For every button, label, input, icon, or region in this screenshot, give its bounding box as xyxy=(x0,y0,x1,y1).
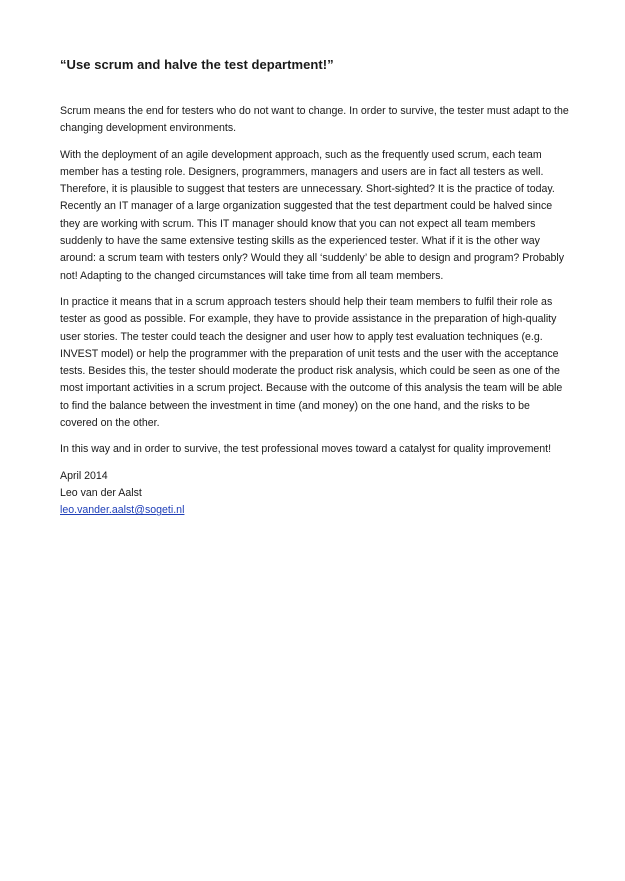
paragraph-agile-deployment: With the deployment of an agile development approach, such as the frequently used scrum, each team member has a testing role. Designers, programmers, managers and users are in fact all testers as well. Therefore, it is plausible to suggest that testers are unnecessary. Short-sighted? It is the practice of today. Recently an IT manager of a large organization suggested that the test department could be halved since they are working with scrum. This IT manager should know that you can not expect all team members suddenly to have the same extensive testing skills as the experienced tester. What if it is the other way around: a scrum team with testers only? Would they all ‘suddenly’ be able to design and program? Probably not! Adapting to the changed circumstances will take time from all team members. xyxy=(60,148,565,282)
paragraph-conclusion: In this way and in order to survive, the test professional moves toward a catalyst for quality improvement! xyxy=(60,443,552,456)
signature-date: April 2014 xyxy=(60,469,108,482)
document-page xyxy=(60,56,570,520)
paragraph-intro: Scrum means the end for testers who do not want to change. In order to survive, the tester must adapt to the changing development environments. xyxy=(60,105,569,135)
paragraph-in-practice: In practice it means that in a scrum approach testers should help their team members to fulfil their role as tester as good as possible. For example, they have to provide assistance in the preparation of high-quality user stories. The tester could teach the designer and user how to apply test evaluation techniques (e.g. INVEST model) or help the programmer with the preparation of unit tests and the user with the acceptance tests. Besides this, the tester should moderate the product risk analysis, which could be seen as one of the most important activities in a scrum project. Because with the outcome of this analysis the team will be able to find the balance between the investment in time (and money) on the one hand, and the risks to be covered on the other. xyxy=(60,295,563,430)
signature-author: Leo van der Aalst xyxy=(60,486,142,499)
author-email-link[interactable]: leo.vander.aalst@sogeti.nl xyxy=(60,504,185,517)
document-title: “Use scrum and halve the test department!” xyxy=(60,57,334,72)
signature-block xyxy=(60,468,570,520)
